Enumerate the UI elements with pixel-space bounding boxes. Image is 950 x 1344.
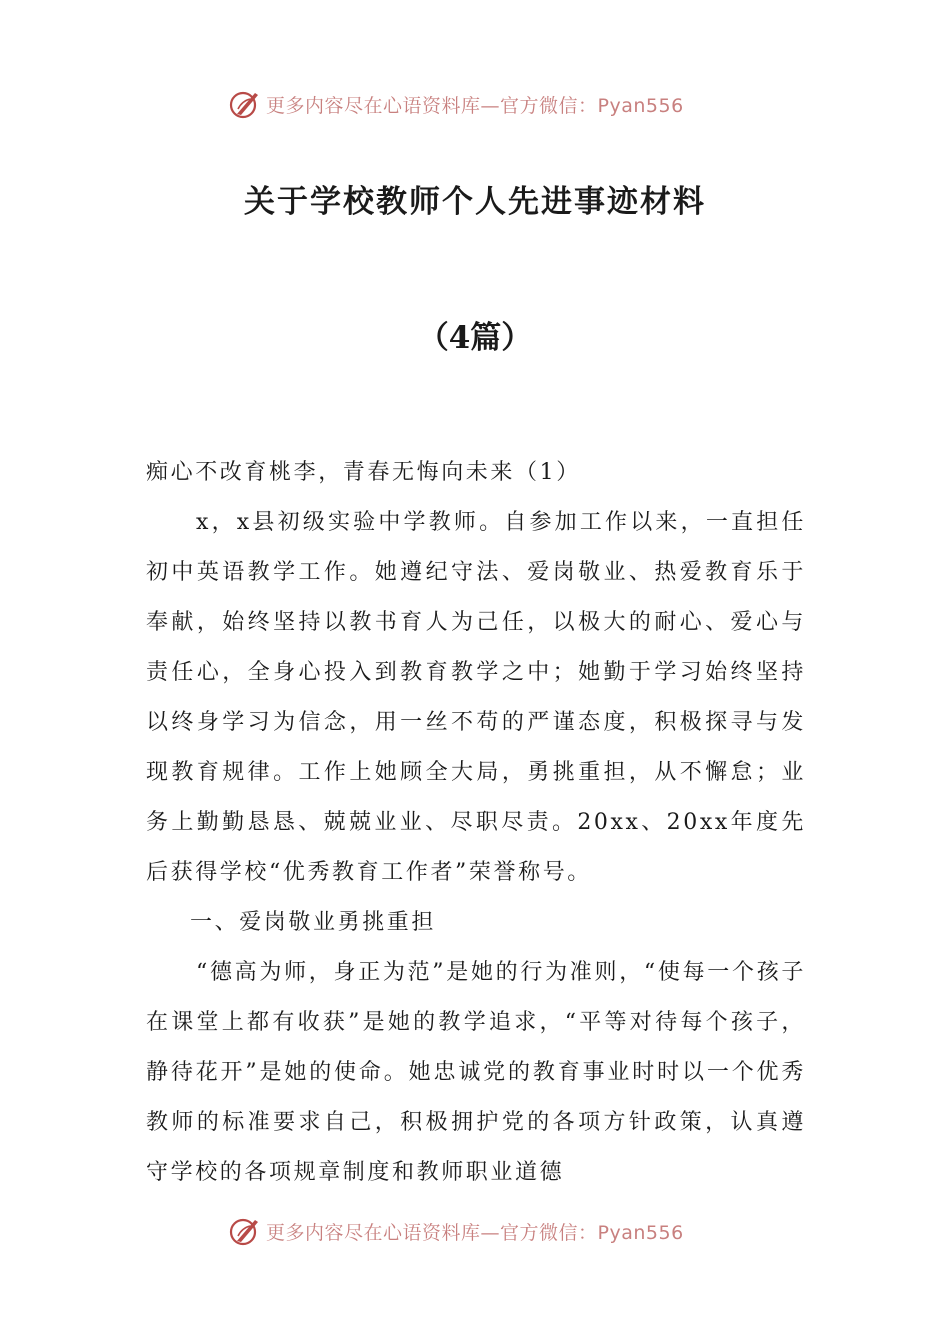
- quill-logo-icon: [228, 87, 262, 121]
- footer-banner: [228, 1211, 684, 1251]
- banner-text: [266, 91, 684, 118]
- document-subtitle: （4篇）: [417, 320, 533, 356]
- document-title: 关于学校教师个人先进事迹材料: [244, 184, 706, 220]
- wechat-id: Pyan556: [597, 1221, 684, 1244]
- paragraph-2: “德高为师，身正为范”是她的行为准则，“使每一个孩子在课堂上都有收获”是她的教学追求，“平等对待每个孩子，静待花开”是她的使命。她忠诚党的教育事业时时以一个优秀教师的标准要求自己，积极拥护党的各项方针政策，认真遵守学校的各项规章制度和教师职业道德: [146, 960, 806, 1185]
- heading-1: 一、爱岗敬业勇挑重担: [190, 910, 437, 935]
- banner-label: 更多内容尽在心语资料库—官方微信：: [266, 94, 598, 117]
- paragraph-1: x，x县初级实验中学教师。自参加工作以来，一直担任初中英语教学工作。她遵纪守法、爱岗敬业、热爱教育乐于奉献，始终坚持以教书育人为己任，以极大的耐心、爱心与责任心，全身心投入到教育教学之中；她勤于学习始终坚持以终身学习为信念，用一丝不苟的严谨态度，积极探寻与发现教育规律。工作上她顾全大局，勇挑重担，从不懈怠；业务上勤勤恳恳、兢兢业业、尽职尽责。20xx、20xx年度先后获得学校“优秀教育工作者”荣誉称号。: [146, 510, 806, 885]
- document-body: [146, 448, 806, 1198]
- header-banner: [228, 84, 684, 124]
- wechat-id: Pyan556: [597, 94, 684, 117]
- banner-label: 更多内容尽在心语资料库—官方微信：: [266, 1221, 598, 1244]
- banner-text: [266, 1218, 684, 1245]
- section-title: 痴心不改育桃李，青春无悔向未来（1）: [146, 460, 581, 485]
- quill-logo-icon: [228, 1214, 262, 1248]
